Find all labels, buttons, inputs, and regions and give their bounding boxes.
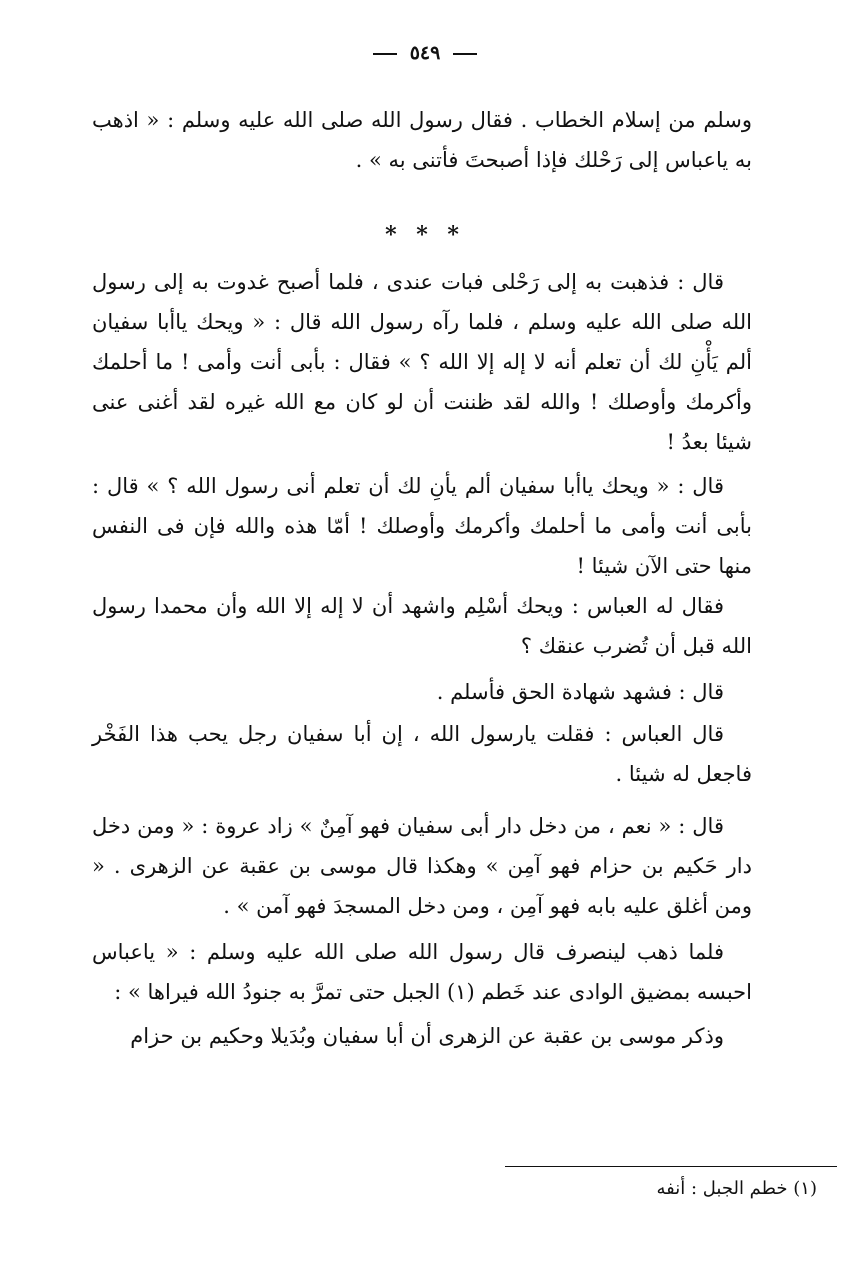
paragraph: فقال له العباس : ويحك أسْلِم واشهد أن لا إله إلا الله وأن محمدا رسول الله قبل أن تُضرب عنقك ؟	[92, 594, 752, 658]
left-dash	[373, 53, 397, 55]
footnote: (١) خطم الجبل : أنفه	[656, 1178, 817, 1199]
section-separator: * * *	[385, 222, 465, 248]
paragraph: فلما ذهب لينصرف قال رسول الله صلى الله عليه وسلم : « ياعباس احبسه بمضيق الوادى عند خَطم (١) الجبل حتى تمرَّ به جنودُ الله فيراها » :	[92, 940, 752, 1004]
paragraph: قال : فذهبت به إلى رَحْلى فبات عندى ، فلما أصبح غدوت به إلى رسول الله صلى الله عليه وسلم ، فلما رآه رسول الله قال : « ويحك ياأبا سفيان ألم يَأْنِ لك أن تعلم أنه لا إله إلا الله ؟ » فقال : بأبى أنت وأمى ! ما أحلمك وأكرمك وأوصلك ! والله لقد ظننت أن لو كان مع الله غيره لقد أغنى عنى شيئا بعدُ !	[92, 270, 752, 454]
page-number: ٥٤٩	[409, 42, 441, 64]
right-dash	[453, 53, 477, 55]
paragraph: قال العباس : فقلت يارسول الله ، إن أبا سفيان رجل يحب هذا الفَخْر فاجعل له شيئا .	[92, 722, 752, 786]
footnote-divider	[505, 1166, 837, 1167]
paragraph: قال : « ويحك ياأبا سفيان ألم يأنِ لك أن تعلم أنى رسول الله ؟ » قال : بأبى أنت وأمى ما أحلمك وأكرمك وأوصلك ! أمّا هذه والله فإن فى النفس منها حتى الآن شيئا !	[92, 474, 752, 578]
paragraph: قال : « نعم ، من دخل دار أبى سفيان فهو آمِنٌ » زاد عروة : « ومن دخل دار حَكيم بن حزام فهو آمِن » وهكذا قال موسى بن عقبة عن الزهرى . « ومن أغلق عليه بابه فهو آمِن ، ومن دخل المسجدَ فهو آمن » .	[92, 814, 752, 918]
text-block-main	[92, 262, 752, 1056]
paragraph: قال : فشهد شهادة الحق فأسلم .	[436, 680, 724, 704]
page-number-header	[0, 42, 850, 64]
paragraph: وسلم من إسلام الخطاب . فقال رسول الله صلى الله عليه وسلم : « اذهب به ياعباس إلى رَحْلك فإذا أصبحتَ فأتنى به » .	[92, 108, 752, 172]
text-block-top	[92, 100, 752, 180]
paragraph: وذكر موسى بن عقبة عن الزهرى أن أبا سفيان وبُدَيلا وحكيم بن حزام	[130, 1024, 724, 1048]
